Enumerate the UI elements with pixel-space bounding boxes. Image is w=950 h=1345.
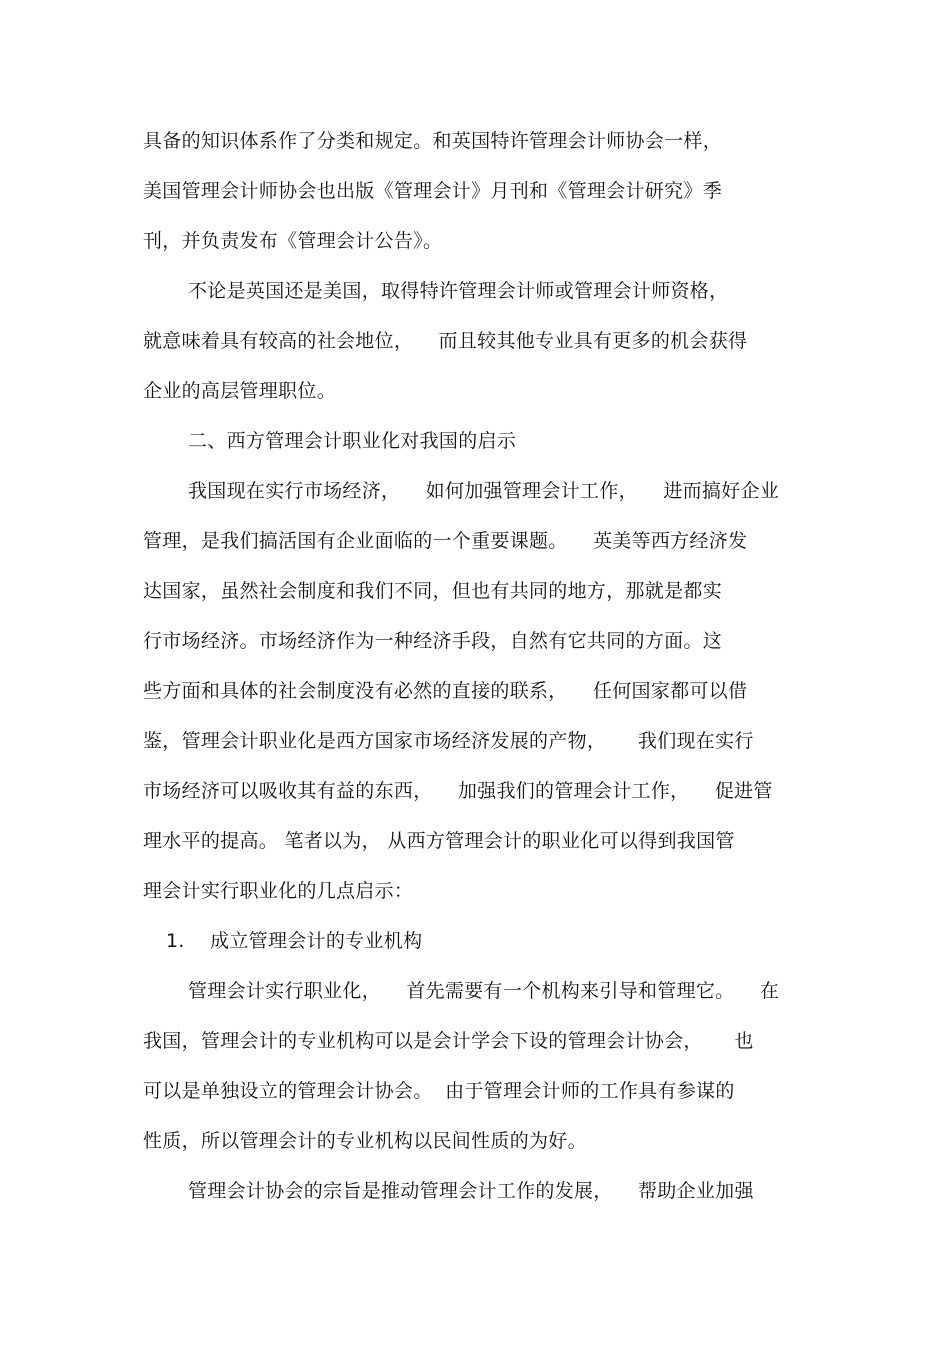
text-line: 就意味着具有较高的社会地位， 而且较其他专业具有更多的机会获得 xyxy=(143,330,748,352)
text-line: 市场经济可以吸收其有益的东西， 加强我们的管理会计工作， 促进管 xyxy=(143,780,773,802)
text-line: 些方面和具体的社会制度没有必然的直接的联系， 任何国家都可以借 xyxy=(143,680,748,702)
text-line: 刊，并负责发布《管理会计公告》。 xyxy=(143,230,443,252)
text-line: 理会计实行职业化的几点启示： xyxy=(143,880,414,902)
section-heading: 二、西方管理会计职业化对我国的启示 xyxy=(188,430,517,452)
text-line: 我国现在实行市场经济， 如何加强管理会计工作， 进而搞好企业 xyxy=(188,480,780,502)
text-line: 达国家，虽然社会制度和我们不同，但也有共同的地方，那就是都实 xyxy=(143,580,723,602)
text-line: 理水平的提高。 笔者以为， 从西方管理会计的职业化可以得到我国管 xyxy=(143,830,735,852)
text-line: 管理会计实行职业化， 首先需要有一个机构来引导和管理它。 在 xyxy=(188,980,780,1002)
text-line: 不论是英国还是美国，取得特许管理会计师或管理会计师资格， xyxy=(188,280,729,302)
text-line: 鉴，管理会计职业化是西方国家市场经济发展的产物， 我们现在实行 xyxy=(143,730,754,752)
text-line: 管理会计协会的宗旨是推动管理会计工作的发展， 帮助企业加强 xyxy=(188,1180,754,1202)
text-line: 具备的知识体系作了分类和规定。和英国特许管理会计师协会一样， xyxy=(143,130,723,152)
text-line: 管理，是我们搞活国有企业面临的一个重要课题。 英美等西方经济发 xyxy=(143,530,748,552)
subsection-heading: 1. 成立管理会计的专业机构 xyxy=(166,930,423,952)
text-line: 企业的高层管理职位。 xyxy=(143,380,337,402)
text-line: 行市场经济。市场经济作为一种经济手段，自然有它共同的方面。这 xyxy=(143,630,723,652)
text-line: 可以是单独设立的管理会计协会。 由于管理会计师的工作具有参谋的 xyxy=(143,1080,735,1102)
text-line: 我国，管理会计的专业机构可以是会计学会下设的管理会计协会， 也 xyxy=(143,1030,754,1052)
text-line: 美国管理会计师协会也出版《管理会计》月刊和《管理会计研究》季 xyxy=(143,180,723,202)
text-line: 性质，所以管理会计的专业机构以民间性质的为好。 xyxy=(143,1130,587,1152)
